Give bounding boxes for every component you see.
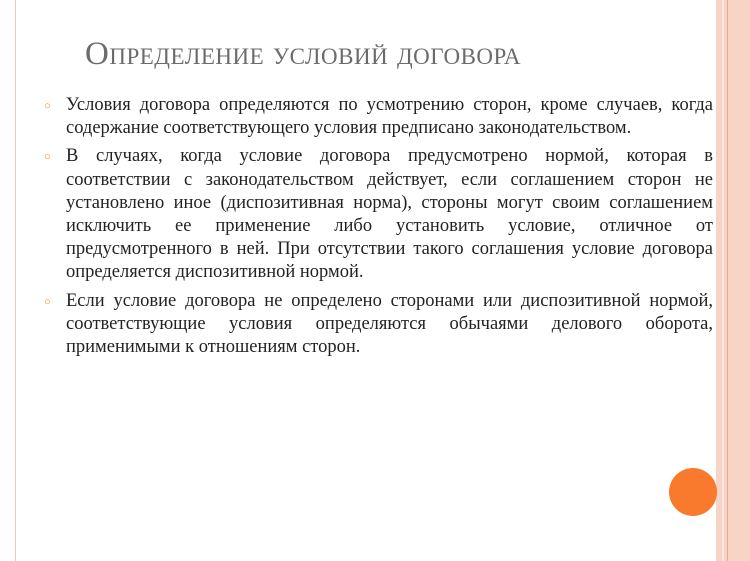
bullet-text: В случаях, когда условие договора предусмотрено нормой, которая в соответствии с законодательством действует, если соглашением сторон не установлено иное (диспозитивная норма), стороны могут своим соглашением исключить ее применение либо установить условие, отличное от предусмотренного в ней. При отсутствии такого соглашения условие договора определяется диспозитивной нормой. [66, 146, 713, 283]
orange-circle-decoration [669, 468, 717, 516]
bullet-item [44, 290, 716, 360]
bullet-circle-icon: ○ [44, 295, 51, 308]
bullet-circle-icon: ○ [44, 100, 51, 112]
bullet-list [44, 94, 716, 364]
bullet-text: Условия договора определяются по усмотрению сторон, кроме случаев, когда содержание соответствующего условия предписано законодательством. [66, 95, 713, 139]
right-border-line-dark [727, 0, 728, 561]
right-border-line [722, 0, 724, 561]
bullet-text: Если условие договора не определено сторонами или диспозитивной нормой, соответствующие условия определяются обычаями делового оборота, применимыми к отношениям сторон. [66, 290, 713, 358]
slide-title: Определение условий договора [85, 36, 521, 72]
bullet-item [44, 94, 716, 140]
left-border-decoration [0, 0, 16, 561]
bullet-item [44, 145, 716, 284]
bullet-circle-icon: ○ [44, 151, 51, 164]
